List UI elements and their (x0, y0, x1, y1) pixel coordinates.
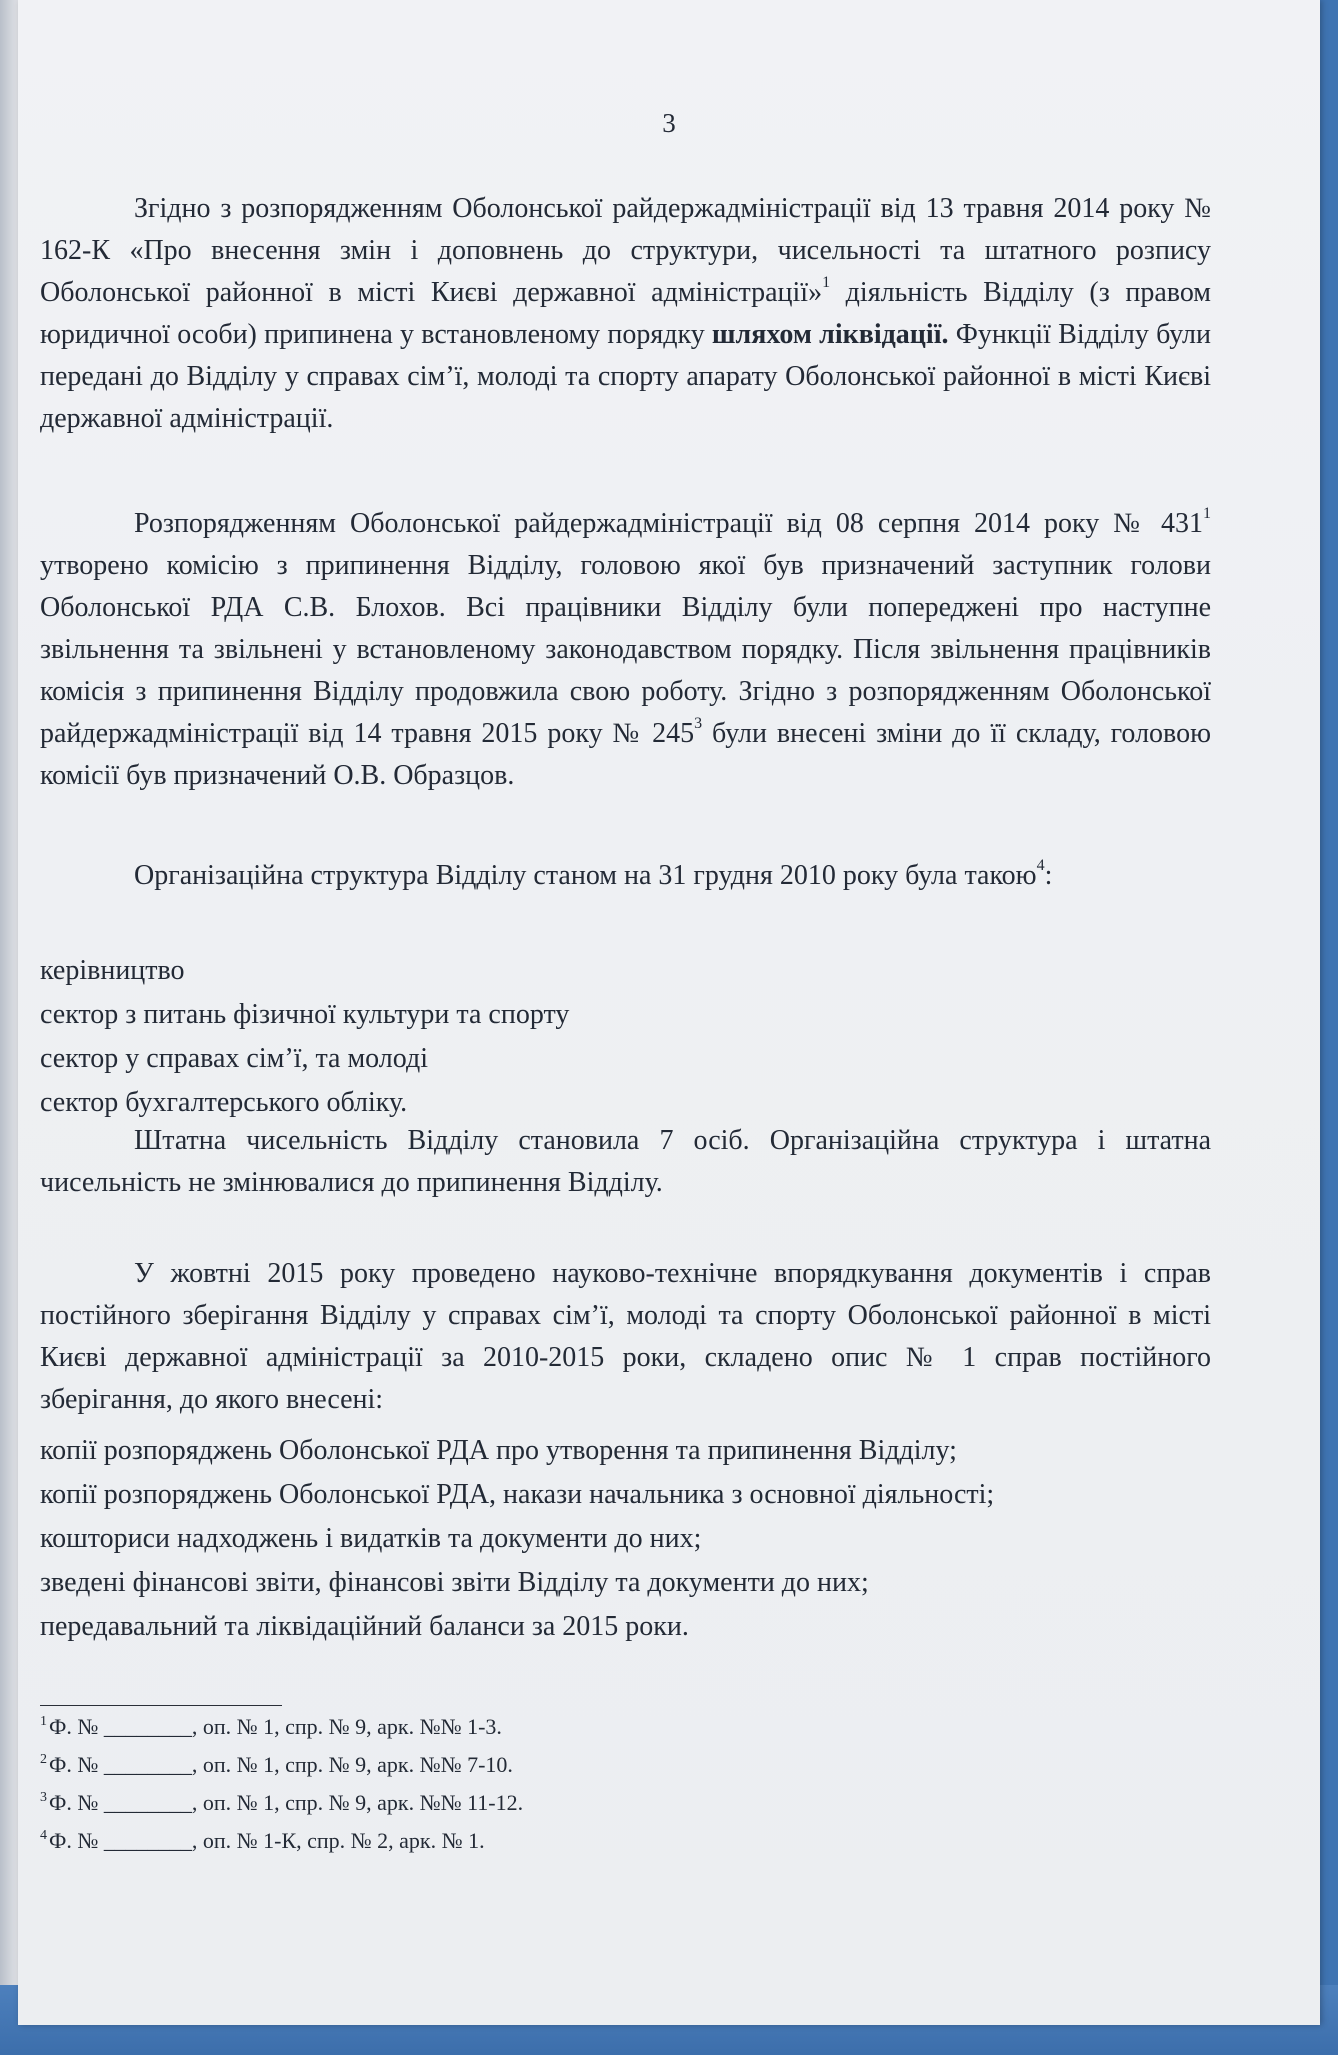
footnote-separator (40, 1705, 282, 1706)
footnote-text: Ф. № ________, оп. № 1, спр. № 9, арк. №№ 11-12. (49, 1790, 524, 1815)
footnote-number: 2 (40, 1752, 47, 1767)
footnote (40, 1750, 513, 1780)
paragraph-text: були внесені зміни до її складу, головою комісії був призначений О.В. Образцов. (40, 718, 1211, 791)
paragraph-inventory: У жовтні 2015 року проведено науково-технічне впорядкування документів і справ постійного зберігання Відділу у справах сім’ї, молоді та спорту Оболонської районної в місті Києві державної адміністрації за 2010-2015 роки, складено опис № 1 справ постійного зберігання, до якого внесені: (40, 1258, 1211, 1415)
footnote-number: 3 (40, 1790, 47, 1805)
paragraph-liquidation (40, 188, 1211, 440)
inventory-list-item: передавальний та ліквідаційний баланси за 2015 роки. (40, 1611, 689, 1642)
footnote (40, 1826, 485, 1856)
footnote-ref: 1 (1203, 505, 1211, 522)
paragraph-text: утворено комісію з припинення Відділу, головою якої був призначений заступник голови Оболонської РДА С.В. Блохов. Всі працівники Відділу були попереджені про наступне звільнення та звільнені у встановленому законодавством порядку. Після звільнення працівників комісія з припинення Відділу продовжила свою роботу. Згідно з розпорядженням Оболонської райдержадміністрації від 14 травня 2015 року № 245 (40, 550, 1211, 749)
structure-list-item: сектор з питань фізичної культури та спорту (40, 999, 570, 1030)
inventory-list-item: зведені фінансові звіти, фінансові звіти Відділу та документи до них; (40, 1567, 869, 1598)
footnote-ref: 3 (694, 715, 703, 732)
structure-list-item: сектор у справах сім’ї, та молоді (40, 1043, 428, 1074)
page-number: 3 (662, 108, 676, 138)
footnote-number: 4 (40, 1828, 47, 1843)
paragraph-text: Функції Відділу були передані до Відділу у справах сім’ї, молоді та спорту апарату Оболонської районної в місті Києві державної адміністрації. (40, 319, 1211, 434)
footnote (40, 1788, 523, 1818)
structure-list-item: сектор бухгалтерського обліку. (40, 1087, 408, 1118)
footnote (40, 1712, 502, 1742)
paragraph-text: Згідно з розпорядженням Оболонської райдержадміністрації від 13 травня 2014 року № 162-К «Про внесення змін і доповнень до структури, чисельності та штатного розпису Оболонської районної в місті Києві державної адміністрації» (40, 193, 1211, 308)
footnote-text: Ф. № ________, оп. № 1, спр. № 9, арк. №№ 7-10. (49, 1752, 513, 1777)
paragraph-commission (40, 503, 1211, 797)
structure-list-item: керівництво (40, 955, 185, 986)
inventory-list-item: кошториси надходжень і видатків та документи до них; (40, 1523, 702, 1554)
paragraph-text: діяльність Відділу (з правом юридичної особи) припинена у встановленому порядку (40, 277, 1211, 350)
footnote-text: Ф. № ________, оп. № 1-К, спр. № 2, арк. № 1. (49, 1828, 485, 1853)
inventory-list-item: копії розпоряджень Оболонської РДА про утворення та припинення Відділу; (40, 1435, 957, 1466)
document-page (18, 0, 1320, 2025)
paragraph-structure (40, 855, 1211, 897)
footnote-number: 1 (40, 1714, 47, 1729)
paragraph-text: Розпорядженням Оболонської райдержадміністрації від 08 серпня 2014 року № 431 (134, 508, 1203, 539)
footnote-text: Ф. № ________, оп. № 1, спр. № 9, арк. №№ 1-3. (49, 1714, 502, 1739)
paragraph-text: : (1044, 860, 1053, 891)
footnote-ref: 4 (1036, 857, 1045, 874)
bold-phrase: шляхом ліквідації. (711, 319, 949, 350)
footnote-ref: 1 (822, 274, 831, 291)
inventory-list-item: копії розпоряджень Оболонської РДА, накази начальника з основної діяльності; (40, 1479, 995, 1510)
paragraph-staff: Штатна чисельність Відділу становила 7 осіб. Організаційна структура і штатна чисельність не змінювалися до припинення Відділу. (40, 1125, 1211, 1198)
paragraph-text: Організаційна структура Відділу станом на 31 грудня 2010 року була такою (134, 860, 1037, 891)
